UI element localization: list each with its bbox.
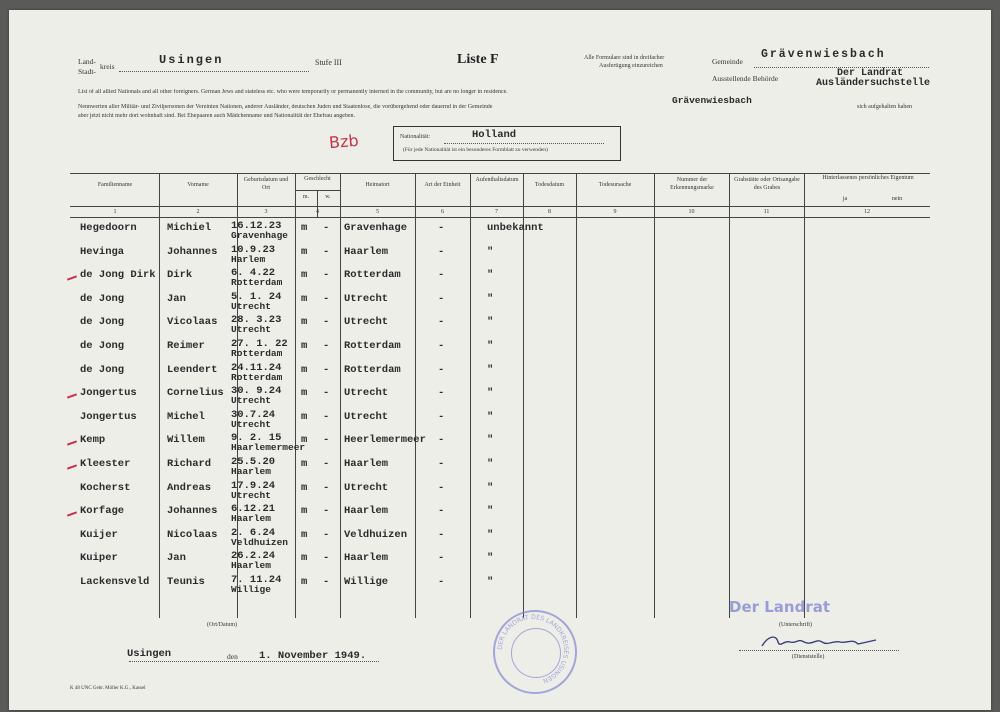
stamp-ring-text (493, 610, 573, 690)
cell-heimatort: Rotterdam (344, 340, 401, 352)
col-header-geburtsdatum: Geburtsdatum und Ort (243, 177, 289, 191)
cell-familienname: Jongertus (80, 410, 137, 423)
cell-aufenthalt: " (487, 434, 494, 447)
cell-geburtsort: Utrecht (231, 395, 271, 407)
table-row (9, 527, 991, 552)
cell-familienname: de Jong (80, 292, 125, 305)
cell-geschlecht-m: m (301, 269, 308, 282)
cell-geburtsdatum: 6.12.21 (231, 503, 276, 516)
cell-einheit: - (438, 269, 445, 282)
col-header-grabstaette: Grabstätte oder Ortsangabe des Grabes (734, 177, 800, 191)
cell-einheit: - (438, 292, 445, 305)
cell-geschlecht-w: - (323, 576, 330, 588)
col-number: 10 (688, 209, 695, 215)
cell-aufenthalt: " (487, 269, 494, 282)
cell-einheit: - (438, 481, 445, 494)
cell-geburtsort: Utrecht (231, 489, 271, 501)
col-header-familienname: Familienname (97, 182, 133, 188)
stadt-label: Stadt- (78, 67, 96, 76)
cell-geburtsdatum: 28. 3.23 (231, 314, 282, 327)
red-check-mark (67, 464, 77, 469)
cell-familienname: de Jong (80, 363, 125, 376)
cell-geschlecht-m: m (301, 363, 308, 376)
col-number: 9 (613, 209, 617, 215)
col-header-todesdatum: Todesdatum (534, 182, 565, 188)
col-number: 8 (548, 209, 551, 215)
cell-aufenthalt: " (487, 245, 494, 258)
ort-datum-label: (Ort/Datum) (207, 622, 237, 628)
cell-heimatort: Gravenhage (344, 222, 408, 234)
cell-geschlecht-w: - (323, 222, 330, 234)
cell-geschlecht-w: - (323, 552, 330, 565)
cell-aufenthalt: " (487, 340, 494, 352)
red-pencil-annotation: Bzb (328, 130, 360, 153)
cell-geschlecht-w: - (323, 292, 330, 305)
cell-vorname: Reimer (167, 340, 205, 352)
cell-aufenthalt: " (487, 387, 494, 400)
table-row (9, 362, 991, 387)
kreis-underline (119, 71, 309, 72)
cell-geschlecht-m: m (301, 552, 308, 565)
cell-geburtsort: Haarlem (231, 466, 271, 477)
col-header-aufenthalt: Aufenthaltsdatum (475, 177, 519, 183)
col-header-einheit: Art der Einheit (424, 182, 461, 188)
table-header-rule (70, 206, 930, 207)
col-header-w: w. (325, 194, 331, 200)
cell-geburtsort: Veldhuizen (231, 536, 289, 548)
cell-familienname: Kocherst (80, 481, 131, 494)
intro-line-2: Nennwerten aller Militär- und Zivilpersonen der Vereinten Nationen, anderer Ausländer, deutschen Juden und Staatenlose, die vorübergehend oder dauernd in der Gemeinde (78, 104, 493, 110)
col-header-erkennungsmarke: Nummer der Erkennungsmarke (670, 177, 714, 191)
cell-familienname: de Jong Dirk (80, 269, 156, 282)
red-check-mark (67, 276, 77, 281)
cell-einheit: - (438, 410, 445, 423)
col-number: 3 (264, 209, 268, 215)
cell-geschlecht-m: m (301, 292, 308, 305)
cell-geschlecht-w: - (323, 340, 330, 352)
table-number-rule (70, 217, 930, 218)
sex-subheader-rule (295, 190, 340, 191)
cell-geburtsort: Rotterdam (231, 277, 283, 289)
svg-text:DER LANDRAT DES LANDKREISES US (497, 614, 569, 684)
cell-aufenthalt: " (487, 528, 494, 541)
cell-heimatort: Heerlemermeer (344, 434, 426, 447)
cell-einheit: - (438, 363, 445, 376)
cell-aufenthalt: " (487, 316, 494, 329)
cell-aufenthalt: " (487, 552, 494, 565)
cell-geschlecht-m: m (301, 481, 308, 494)
cell-geschlecht-w: - (323, 363, 330, 376)
cell-geburtsort: Rotterdam (231, 348, 283, 359)
cell-einheit: - (438, 340, 445, 352)
col-number: 4 (316, 209, 319, 215)
cell-familienname: de Jong (80, 316, 125, 329)
cell-aufenthalt: " (487, 410, 494, 423)
cell-vorname: Jan (167, 552, 186, 565)
cell-geburtsort: Harlem (231, 253, 266, 265)
cell-geschlecht-w: - (323, 481, 330, 494)
cell-geburtsort: Haarlem (231, 513, 271, 525)
cell-vorname: Michel (167, 410, 205, 423)
cell-geburtsdatum: 16.12.23 (231, 220, 282, 232)
cell-geschlecht-m: m (301, 458, 308, 470)
cell-vorname: Andreas (167, 481, 212, 494)
cell-heimatort: Veldhuizen (344, 528, 408, 541)
cell-vorname: Michiel (167, 222, 212, 234)
cell-geburtsdatum: 26.2.24 (231, 550, 276, 563)
cell-familienname: Korfage (80, 505, 125, 518)
intro-line-1: List of all allied Nationals and all other foreigners. German Jews and stateless etc. who were temporarily or permanently interned in the community, but are no longer in residence. (78, 89, 508, 95)
cell-geburtsdatum: 24.11.24 (231, 361, 282, 374)
col-header-heimatort: Heimatort (365, 182, 390, 188)
cell-familienname: Lackensveld (80, 576, 150, 588)
cell-aufenthalt: " (487, 458, 494, 470)
col-header-nein: nein (891, 196, 903, 202)
cell-einheit: - (438, 458, 445, 470)
signature-label: (Unterschrift) (779, 622, 812, 628)
nationality-label: Nationalität: (400, 134, 430, 140)
cell-geschlecht-w: - (323, 458, 330, 470)
cell-aufenthalt: unbekannt (487, 222, 544, 234)
behoerde-value-1: Der Landrat (837, 68, 904, 79)
cell-vorname: Jan (167, 292, 186, 305)
col-number: 7 (495, 209, 498, 215)
cell-einheit: - (438, 245, 445, 258)
cell-geschlecht-m: m (301, 505, 308, 518)
cell-geschlecht-w: - (323, 387, 330, 400)
intro-line-2-end: sich aufgehalten haben (857, 104, 912, 110)
cell-heimatort: Utrecht (344, 292, 389, 305)
stufe-label: Stufe III (315, 58, 342, 67)
cell-familienname: Hegedoorn (80, 222, 137, 234)
cell-geburtsdatum: 27. 1. 22 (231, 338, 288, 350)
stamp-ring-label: DER LANDRAT DES LANDKREISES USINGEN (496, 613, 570, 685)
cell-geschlecht-w: - (323, 269, 330, 282)
cell-heimatort: Haarlem (344, 505, 389, 518)
cell-geschlecht-m: m (301, 245, 308, 258)
nationality-note: (Für jede Nationalität ist ein besonderes Formblatt zu verwenden) (403, 147, 548, 153)
cell-vorname: Leendert (167, 363, 218, 376)
cell-vorname: Johannes (167, 245, 218, 258)
official-round-stamp (493, 610, 577, 694)
col-header-m: m. (302, 194, 310, 200)
cell-einheit: - (438, 316, 445, 329)
cell-geburtsort: Utrecht (231, 324, 271, 336)
col-header-geschlecht: Geschlecht (304, 176, 331, 182)
note-line-1: Alle Formulare sind in dreifacher (584, 55, 665, 61)
table-row (9, 574, 991, 599)
cell-geburtsort: Gravenhage (231, 230, 289, 241)
table-row (9, 409, 991, 434)
cell-geburtsdatum: 9. 2. 15 (231, 432, 282, 445)
kreis-label: kreis (100, 62, 115, 71)
cell-geburtsdatum: 10.9.23 (231, 243, 276, 256)
cell-geburtsdatum: 5. 1. 24 (231, 290, 282, 303)
cell-geburtsort: Haarlem (231, 560, 271, 572)
table-row (9, 432, 991, 457)
col-number: 1 (113, 209, 117, 215)
intro-line-3: aber jetzt nicht mehr dort wohnhaft sind. Bei Ehepaaren auch Mädchenname und Nationalität der Ehefrau angeben. (78, 113, 356, 119)
cell-heimatort: Utrecht (344, 316, 389, 329)
col-number: 6 (441, 209, 444, 215)
cell-aufenthalt: " (487, 292, 494, 305)
cell-heimatort: Willige (344, 576, 389, 588)
cell-familienname: Kuiper (80, 552, 118, 565)
col-number: 5 (376, 209, 379, 215)
gemeinde-label: Gemeinde (712, 57, 743, 66)
table-top-rule (70, 173, 930, 174)
cell-einheit: - (438, 434, 445, 447)
footer-date-underline (129, 661, 379, 662)
cell-geschlecht-w: - (323, 316, 330, 329)
cell-geschlecht-m: m (301, 387, 308, 400)
col-header-ja: ja (842, 196, 848, 202)
cell-geschlecht-m: m (301, 528, 308, 541)
cell-einheit: - (438, 222, 445, 234)
cell-einheit: - (438, 552, 445, 565)
cell-einheit: - (438, 387, 445, 400)
cell-geburtsdatum: 6. 4.22 (231, 267, 276, 280)
cell-aufenthalt: " (487, 481, 494, 494)
table-row (9, 385, 991, 410)
cell-vorname: Vicolaas (167, 316, 218, 329)
signature-underline (739, 650, 899, 651)
table-row (9, 550, 991, 575)
cell-geschlecht-m: m (301, 340, 308, 352)
cell-geburtsort: Rotterdam (231, 371, 283, 383)
cell-familienname: de Jong (80, 340, 125, 352)
nationality-box (393, 126, 621, 161)
col-number: 12 (864, 209, 870, 215)
behoerde-value-2: Ausländersuchstelle (816, 78, 931, 89)
table-row (9, 456, 991, 481)
cell-familienname: Jongertus (80, 387, 137, 400)
table-row (9, 338, 991, 363)
nationality-value: Holland (472, 129, 517, 141)
cell-geburtsdatum: 17.9.24 (231, 479, 276, 492)
red-check-mark (67, 512, 77, 517)
cell-heimatort: Rotterdam (344, 363, 401, 376)
intro-gemeinde-value: Grävenwiesbach (672, 95, 752, 106)
cell-familienname: Kemp (80, 434, 106, 447)
note-line-2: Ausfertigung einzureichen (599, 63, 663, 69)
table-row (9, 291, 991, 316)
col-header-todesursache: Todesursache (598, 182, 632, 188)
cell-geschlecht-m: m (301, 434, 308, 447)
cell-heimatort: Haarlem (344, 552, 389, 565)
cell-geschlecht-m: m (301, 410, 308, 423)
cell-vorname: Willem (167, 434, 205, 447)
footer-date: 1. November 1949. (259, 650, 367, 662)
cell-heimatort: Rotterdam (344, 269, 401, 282)
cell-einheit: - (438, 528, 445, 541)
table-row (9, 267, 991, 292)
table-row (9, 244, 991, 269)
cell-geburtsdatum: 30. 9.24 (231, 385, 282, 398)
cell-vorname: Richard (167, 458, 212, 470)
cell-geburtsort: Utrecht (231, 300, 271, 312)
land-label: Land- (78, 57, 96, 66)
dienststelle-label: (Dienststelle) (792, 654, 825, 660)
cell-aufenthalt: " (487, 576, 494, 588)
kreis-value: Usingen (159, 53, 224, 67)
cell-aufenthalt: " (487, 505, 494, 518)
signature-stamp: Der Landrat (729, 598, 831, 616)
cell-vorname: Johannes (167, 505, 218, 518)
table-row (9, 480, 991, 505)
behoerde-label: Ausstellende Behörde (712, 74, 779, 83)
cell-geschlecht-w: - (323, 528, 330, 541)
cell-heimatort: Utrecht (344, 481, 389, 494)
cell-geschlecht-m: m (301, 316, 308, 329)
footer-den: den (227, 652, 238, 661)
cell-familienname: Kuijer (80, 528, 118, 541)
cell-geburtsdatum: 7. 11.24 (231, 574, 282, 586)
cell-heimatort: Utrecht (344, 410, 389, 423)
cell-geburtsort: Willige (231, 584, 271, 595)
cell-vorname: Nicolaas (167, 528, 218, 541)
footer-place: Usingen (127, 648, 172, 660)
cell-heimatort: Haarlem (344, 245, 389, 258)
cell-vorname: Cornelius (167, 387, 224, 400)
cell-geburtsort: Haarlemermeer (231, 442, 306, 454)
cell-geschlecht-w: - (323, 505, 330, 518)
nationality-underline (444, 143, 604, 144)
table-row (9, 503, 991, 528)
table-row (9, 314, 991, 339)
cell-einheit: - (438, 505, 445, 518)
cell-geschlecht-w: - (323, 410, 330, 423)
cell-einheit: - (438, 576, 445, 588)
cell-geschlecht-m: m (301, 576, 308, 588)
red-check-mark (67, 441, 77, 446)
printer-imprint: K 48 UNC Gebr. Möller K.G., Kassel (70, 686, 146, 691)
cell-geburtsort: Utrecht (231, 418, 271, 430)
cell-geburtsdatum: 2. 6.24 (231, 526, 276, 539)
cell-aufenthalt: " (487, 363, 494, 376)
col-header-eigentum: Hinterlassenes persönliches Eigentum (822, 175, 914, 181)
red-check-mark (67, 394, 77, 399)
table-row (9, 220, 991, 245)
cell-geschlecht-w: - (323, 434, 330, 447)
col-number: 11 (763, 209, 770, 215)
cell-geschlecht-m: m (301, 222, 308, 234)
cell-geburtsdatum: 30.7.24 (231, 408, 276, 421)
cell-familienname: Kleester (80, 458, 131, 470)
cell-geschlecht-w: - (323, 245, 330, 258)
cell-heimatort: Utrecht (344, 387, 389, 400)
cell-geburtsdatum: 25.5.20 (231, 456, 276, 468)
gemeinde-value: Grävenwiesbach (761, 48, 886, 61)
cell-familienname: Hevinga (80, 245, 125, 258)
cell-vorname: Dirk (167, 269, 193, 282)
page-title: Liste F (457, 52, 499, 67)
col-number: 2 (196, 209, 200, 215)
col-header-vorname: Vorname (187, 182, 209, 188)
cell-heimatort: Haarlem (344, 458, 389, 470)
document-sheet (9, 10, 991, 710)
cell-vorname: Teunis (167, 576, 205, 588)
